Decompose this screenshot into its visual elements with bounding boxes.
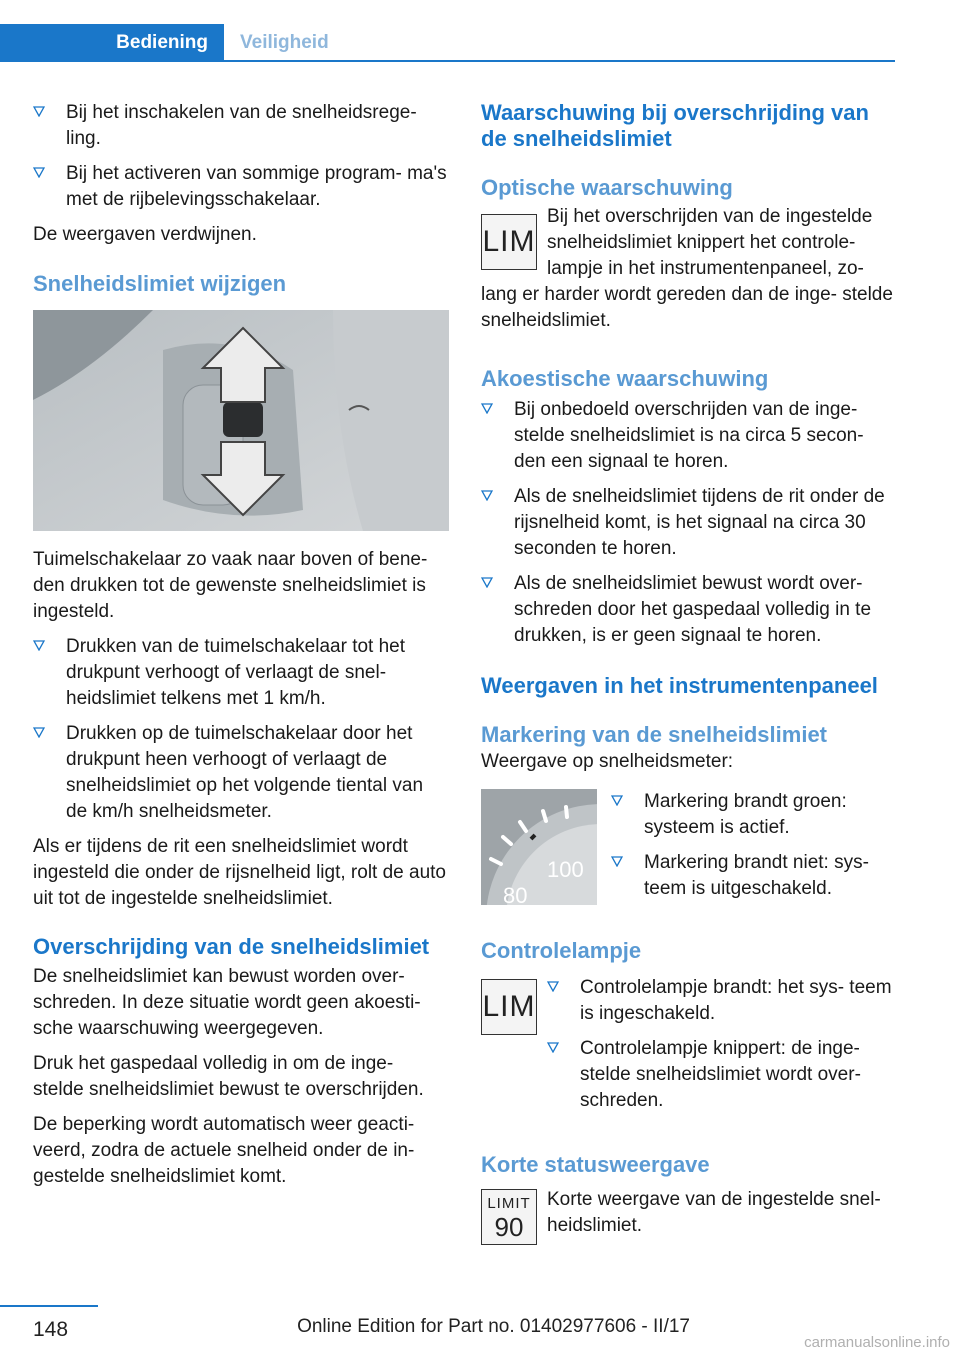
triangle-bullet-icon	[611, 794, 623, 806]
list-item: Bij het activeren van sommige program‐ ma's met de rijbelevingsschakelaar.	[33, 161, 449, 213]
speedometer-image	[481, 789, 597, 905]
left-column	[33, 100, 449, 1199]
list-item: Bij onbedoeld overschrijden van de inge‐ stelde snelheidslimiet is na circa 5 secon‐ den een signaal te horen.	[481, 397, 895, 475]
heading-acoustic: Akoestische waarschuwing	[481, 366, 769, 391]
watermark: carmanualsonline.info	[804, 1334, 950, 1351]
heading-exceed: Overschrijding van de snelheidslimiet	[33, 934, 430, 959]
triangle-bullet-icon	[481, 489, 493, 501]
paragraph: De beperking wordt automatisch weer geacti‐ veerd, zodra de actuele snelheid onder de in‐ gestelde snelheidslimiet komt.	[33, 1114, 415, 1187]
limit-90-icon: LIMIT 90	[481, 1189, 537, 1245]
optical-block	[481, 204, 895, 343]
list-item: Drukken op de tuimelschakelaar door het drukpunt heen verhoogt of verlaagt de snelheidslimiet op het volgende tiental van de km/h snelheidsmeter.	[33, 721, 449, 825]
triangle-bullet-icon	[481, 402, 493, 414]
paragraph: Bij het overschrijden van de ingestelde snelheidslimiet knippert het controle‐ lampje in het instrumentenpaneel, zo‐ lang er harder wordt gereden dan de inge‐ stelde snelheidslimiet.	[481, 206, 893, 331]
heading-control-lamp: Controlelampje	[481, 938, 642, 963]
tab-bediening[interactable]: Bediening	[0, 24, 224, 62]
triangle-bullet-icon	[33, 166, 45, 178]
tab-veiligheid[interactable]: Veiligheid	[240, 32, 329, 53]
footer-rule	[0, 1305, 98, 1307]
list-item: Drukken van de tuimelschakelaar tot het drukpunt verhoogt of verlaagt de snel‐ heidslimiet telkens met 1 km/h.	[33, 634, 449, 712]
lim-indicator-icon: LIM	[481, 979, 537, 1035]
heading-status: Korte statusweergave	[481, 1152, 710, 1177]
triangle-bullet-icon	[547, 980, 559, 992]
list-item: Controlelampje brandt: het sys‐ teem is ingeschakeld.	[547, 975, 895, 1027]
paragraph: De snelheidslimiet kan bewust worden over‐ schreden. In deze situatie wordt geen akoesti‐ sche waarschuwing weergegeven.	[33, 966, 421, 1039]
marking-block	[481, 789, 895, 911]
list-item: Als de snelheidslimiet bewust wordt over‐ schreden door het gaspedaal volledig in te drukken, is er geen signaal te horen.	[481, 571, 895, 649]
list-item: Markering brandt niet: sys‐ teem is uitgeschakeld.	[611, 850, 895, 902]
triangle-bullet-icon	[33, 639, 45, 651]
lim-indicator-icon: LIM	[481, 214, 537, 270]
header-rule	[0, 60, 895, 62]
right-column	[481, 100, 895, 1245]
triangle-bullet-icon	[611, 855, 623, 867]
paragraph: Weergave op snelheidsmeter:	[481, 751, 734, 772]
triangle-bullet-icon	[547, 1041, 559, 1053]
heading-marking: Markering van de snelheidslimiet	[481, 722, 828, 747]
paragraph: Tuimelschakelaar zo vaak naar boven of bene‐ den drukken tot de gewenste snelheidslimiet is ingesteld.	[33, 549, 428, 622]
header-tabs	[0, 24, 895, 62]
triangle-bullet-icon	[481, 576, 493, 588]
edition-text: Online Edition for Part no. 01402977606 - II/17	[297, 1316, 690, 1337]
steering-wheel-photo	[33, 310, 449, 531]
speedo-label-100: 100	[547, 857, 584, 882]
page-number: 148	[33, 1318, 69, 1341]
paragraph: De weergaven verdwijnen.	[33, 224, 257, 245]
status-block	[481, 1185, 895, 1245]
heading-optical: Optische waarschuwing	[481, 175, 733, 200]
heading-change-limit: Snelheidslimiet wijzigen	[33, 271, 287, 296]
triangle-bullet-icon	[33, 105, 45, 117]
list-item: Als de snelheidslimiet tijdens de rit onder de rijsnelheid komt, is het signaal na circa 30 seconden te horen.	[481, 484, 895, 562]
paragraph: Korte weergave van de ingestelde snel‐ heidslimiet.	[547, 1189, 881, 1236]
speedo-label-80: 80	[503, 883, 528, 905]
heading-displays: Weergaven in het instrumentenpaneel	[481, 673, 878, 698]
list-item: Bij het inschakelen van de snelheidsrege‐ ling.	[33, 100, 449, 152]
control-lamp-block	[481, 975, 895, 1123]
list-item: Markering brandt groen: systeem is actief.	[611, 789, 895, 841]
triangle-bullet-icon	[33, 726, 45, 738]
heading-warning: Waarschuwing bij overschrijding van de snelheidslimiet	[481, 100, 869, 151]
paragraph: Als er tijdens de rit een snelheidslimiet wordt ingesteld die onder de rijsnelheid ligt, rolt de auto uit tot de ingestelde snelheidslimiet.	[33, 836, 446, 909]
paragraph: Druk het gaspedaal volledig in om de inge‐ stelde snelheidslimiet bewust te overschrijden.	[33, 1053, 424, 1100]
list-item: Controlelampje knippert: de inge‐ stelde snelheidslimiet wordt over‐ schreden.	[547, 1036, 895, 1114]
